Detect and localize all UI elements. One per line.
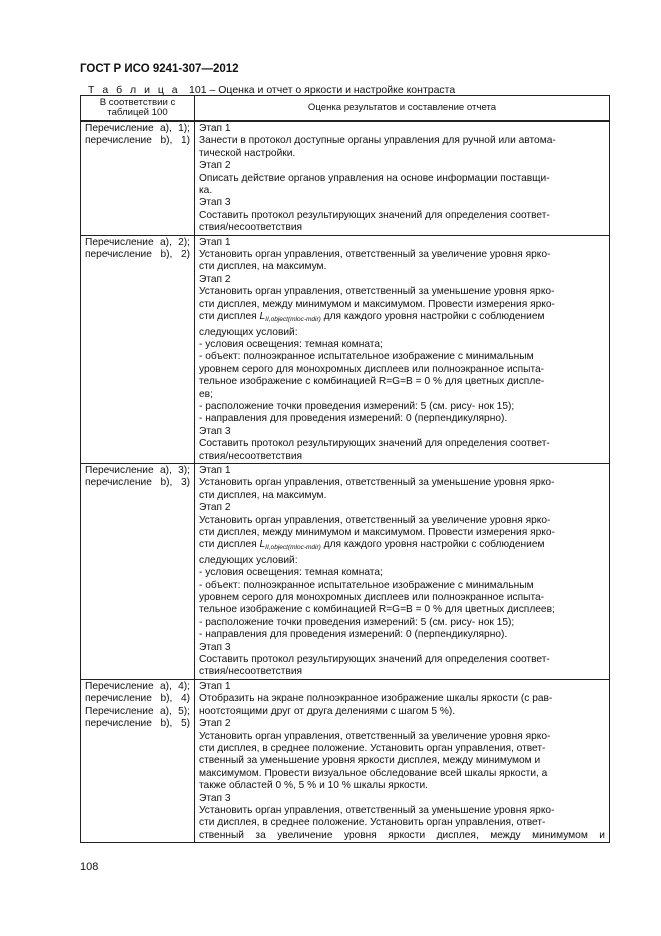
document-header: ГОСТ Р ИСО 9241-307—2012: [80, 63, 239, 75]
page-number: 108: [80, 861, 99, 873]
table-row: [81, 121, 610, 235]
row-content: Этап 1 Занести в протокол доступные органы управления для ручной или автома- тической настройки. Этап 2 Описать действие органов управления на основе информации поставщи- ка. Этап 3 Составить протокол результирующих значений для определения соответ- ствия/несоответствия: [195, 121, 610, 235]
row-ref: Перечисление a), 1); перечисление b), 1): [81, 121, 195, 235]
table-row: [81, 235, 610, 463]
luminance-symbol: $L_{II,object(mloc-mdir)}$: [259, 311, 321, 324]
col2-header: Оценка результатов и составление отчета: [195, 96, 610, 122]
caption-number: 101: [189, 84, 207, 96]
evaluation-table: [80, 95, 610, 843]
col1-header: В соответствии с таблицей 100: [81, 96, 195, 122]
row-content: Этап 1 Установить орган управления, ответственный за уменьшение уровня ярко- сти дисплея, на максимум. Этап 2 Установить орган управления, ответственный за увеличение уровня ярко- сти дисплея, между минимумом и максимумом. Провести измерения ярко- сти дисплея $L_{II,object(mloc-mdir)}$ для каждого уровня настройки с соблюдением следующих условий: - условия освещения: темная комната; - объект: полноэкранное испытательное изображение с минимальным уровнем серого для монохромных дисплеев или полноэкранное испыта- тельное изображение с комбинацией R=G=B = 0 % для цветных дисплеев; - расположение точки проведения измерений: 5 (см. рису- нок 15); - направления для проведения измерений: 0 (перпендикулярно). Этап 3 Составить протокол результирующих значений для определения соответ- ствия/несоответствия: [195, 463, 610, 679]
row-ref: Перечисление a), 4); перечисление b), 4) Перечисление a), 5); перечисление b), 5): [81, 679, 195, 842]
luminance-symbol: $L_{II,object(mloc-mdir)}$: [259, 539, 321, 552]
caption-label: Т а б л и ц а: [88, 84, 181, 96]
row-ref: Перечисление a), 2); перечисление b), 2): [81, 235, 195, 463]
row-content: Этап 1 Установить орган управления, ответственный за увеличение уровня ярко- сти дисплея, на максимум. Этап 2 Установить орган управления, ответственный за уменьшение уровня ярко- сти дисплея, между минимумом и максимумом. Провести измерения ярко- сти дисплея $L_{II,object(mloc-mdir)}$ для каждого уровня настройки с соблюдением следующих условий: - условия освещения: темная комната; - объект: полноэкранное испытательное изображение с минимальным уровнем серого для монохромных дисплеев или полноэкранное испыта- тельное изображение с комбинацией R=G=B = 0 % для цветных диспле- ев; - расположение точки проведения измерений: 5 (см. рису- нок 15); - направления для проведения измерений: 0 (перпендикулярно). Этап 3 Составить протокол результирующих значений для определения соответ- ствия/несоответствия: [195, 235, 610, 463]
caption-title: – Оценка и отчет о яркости и настройке контраста: [209, 84, 456, 96]
table-row: [81, 463, 610, 679]
row-ref: Перечисление a), 3); перечисление b), 3): [81, 463, 195, 679]
row-content: Этап 1 Отобразить на экране полноэкранное изображение шкалы яркости (с рав- ноотстоящими друг от друга делениями с шагом 5 %). Этап 2 Установить орган управления, ответственный за увеличение уровня ярко- сти дисплея, в среднее положение. Установить орган управления, ответ- ственный за уменьшение уровня яркости дисплея, между минимумом и максимумом. Провести визуальное обследование всей шкалы яркости, а также областей 0 %, 5 % и 10 % шкалы яркости. Этап 3 Установить орган управления, ответственный за уменьшение уровня ярко- сти дисплея, в среднее положение. Установить орган управления, ответ- ственный за увеличение уровня яркости дисплея, между минимумом и: [195, 679, 610, 842]
table-header-row: [81, 96, 610, 122]
table-row: [81, 679, 610, 842]
